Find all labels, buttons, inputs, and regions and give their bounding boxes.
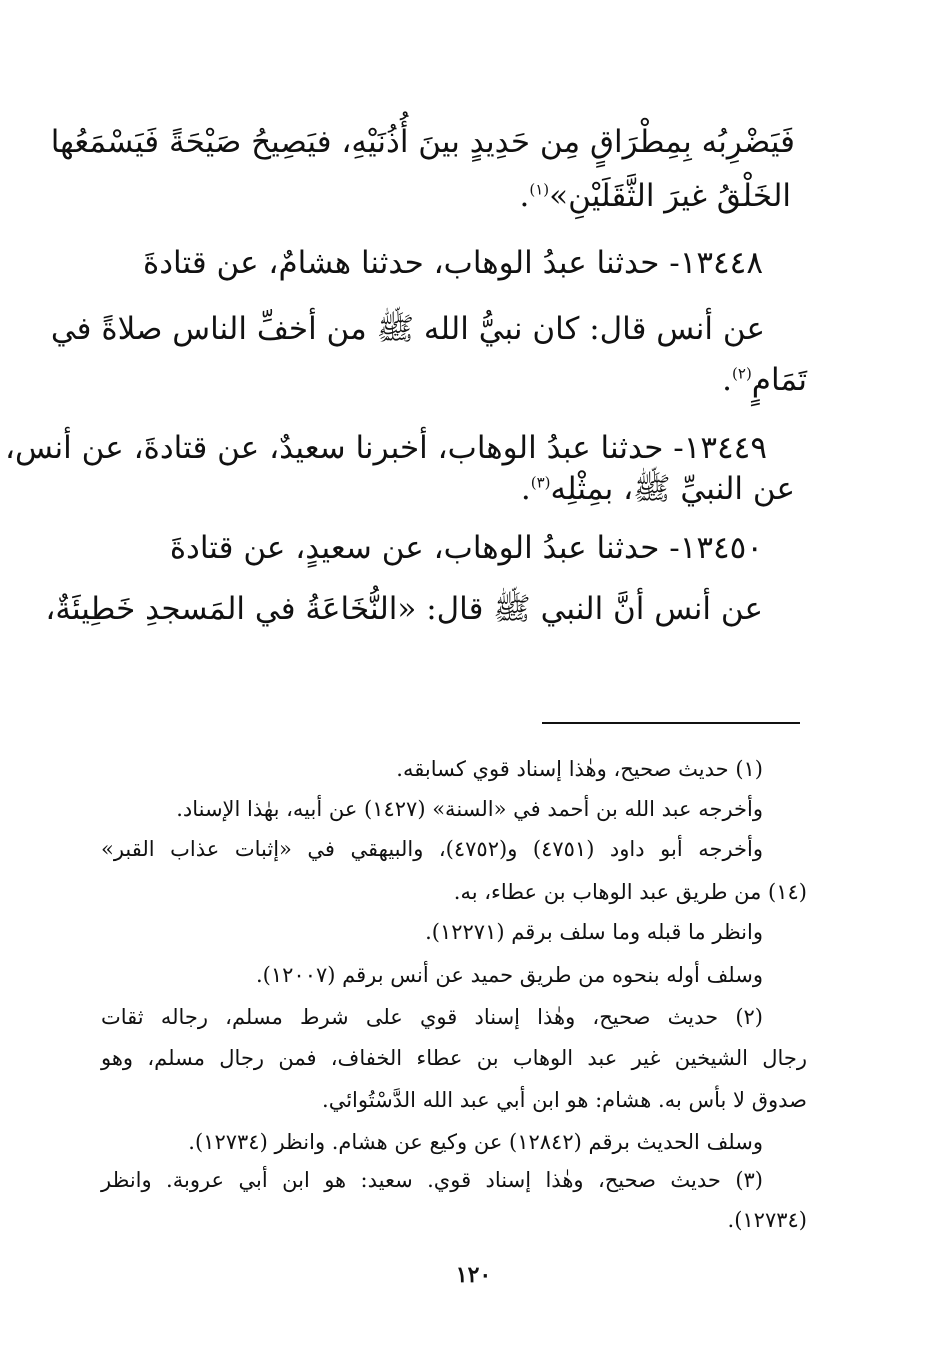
footnote-1-line-4: (١٤) من طريق عبد الوهاب بن عطاء، به. <box>453 880 807 904</box>
footnote-1-line-5: وانظر ما قبله وما سلف برقم (١٢٢٧١). <box>425 920 763 944</box>
footnote-1: (١) حديث صحيح، وهٰذا إسناد قوي كسابقه. <box>396 757 763 781</box>
page-number: ١٢٠ <box>455 1262 492 1288</box>
hadith-13448-text-end: تَمَامٍ <box>751 362 807 398</box>
footnote-ref-1[interactable]: (١) <box>529 180 550 199</box>
footnote-1-line-3: وأخرجه أبو داود (٤٧٥١) و(٤٧٥٢)، والبيهقي في «إثبات عذاب القبر» <box>101 837 764 861</box>
hadith-13448-text-line-1: عن أنس قال: كان نبيُّ الله ﷺ من أخفِّ الناس صلاةً في <box>50 311 765 347</box>
footnote-2: (٢) حديث صحيح، وهٰذا إسناد قوي على شرط مسلم، رجاله ثقات <box>101 1005 763 1029</box>
footnote-ref-2[interactable]: (٢) <box>732 364 752 383</box>
hadith-13448-period: . <box>722 362 733 398</box>
main-line-2-end: . <box>519 178 530 214</box>
footnote-divider <box>542 722 800 724</box>
hadith-13450-isnad: ١٣٤٥٠- حدثنا عبدُ الوهاب، عن سعيدٍ، عن قتادةَ <box>169 530 763 566</box>
hadith-13449-period: . <box>520 471 531 507</box>
footnote-2-line-4: وسلف الحديث برقم (١٢٨٤٢) عن وكيع عن هشام. وانظر (١٢٧٣٤). <box>188 1130 763 1154</box>
footnote-1-line-2: وأخرجه عبد الله بن أحمد في «السنة» (١٤٢٧) عن أبيه، بهٰذا الإسناد. <box>176 797 763 821</box>
footnote-ref-3[interactable]: (٣) <box>530 473 551 492</box>
footnote-3: (٣) حديث صحيح، وهٰذا إسناد قوي. سعيد: هو ابن أبي عروبة. وانظر <box>101 1168 763 1192</box>
footnote-3-line-2: (١٢٧٣٤). <box>727 1208 807 1232</box>
hadith-13449-line-1: ١٣٤٤٩- حدثنا عبدُ الوهاب، أخبرنا سعيدٌ، عن قتادةَ، عن أنس، <box>5 430 767 466</box>
main-line-2 <box>91 178 791 214</box>
hadith-13449-line-2 <box>95 470 795 515</box>
footnote-2-line-3: صدوق لا بأس به. هشام: هو ابن أبي عبد الله الدَّسْتُوائي. <box>322 1088 807 1112</box>
hadith-13448-isnad: ١٣٤٤٨- حدثنا عبدُ الوهاب، حدثنا هشامٌ، عن قتادةَ <box>142 245 763 281</box>
hadith-13448-text-line-2 <box>107 362 807 398</box>
footnote-1-line-6: وسلف أوله بنحوه من طريق حميد عن أنس برقم (١٢٠٠٧). <box>256 963 763 987</box>
hadith-13450-text: عن أنس أنَّ النبي ﷺ قال: «النُّخَاعَةُ في المَسجدِ خَطِيئَةٌ، <box>45 591 763 627</box>
hadith-13449-line-2-text: عن النبيِّ ﷺ، بمِثْلِه <box>550 471 795 507</box>
main-line-2-text: الخَلْقُ غيرَ الثَّقَلَيْنِ» <box>549 178 791 214</box>
footnote-2-line-2: رجال الشيخين غير عبد الوهاب بن عطاء الخفاف، فمن رجال مسلم، وهو <box>101 1046 807 1070</box>
main-line-1: فَيَضْرِبُه بِمِطْرَاقٍ مِن حَدِيدٍ بينَ أُذُنَيْهِ، فيَصِيحُ صَيْحَةً فَيَسْمَعُها <box>50 124 795 160</box>
